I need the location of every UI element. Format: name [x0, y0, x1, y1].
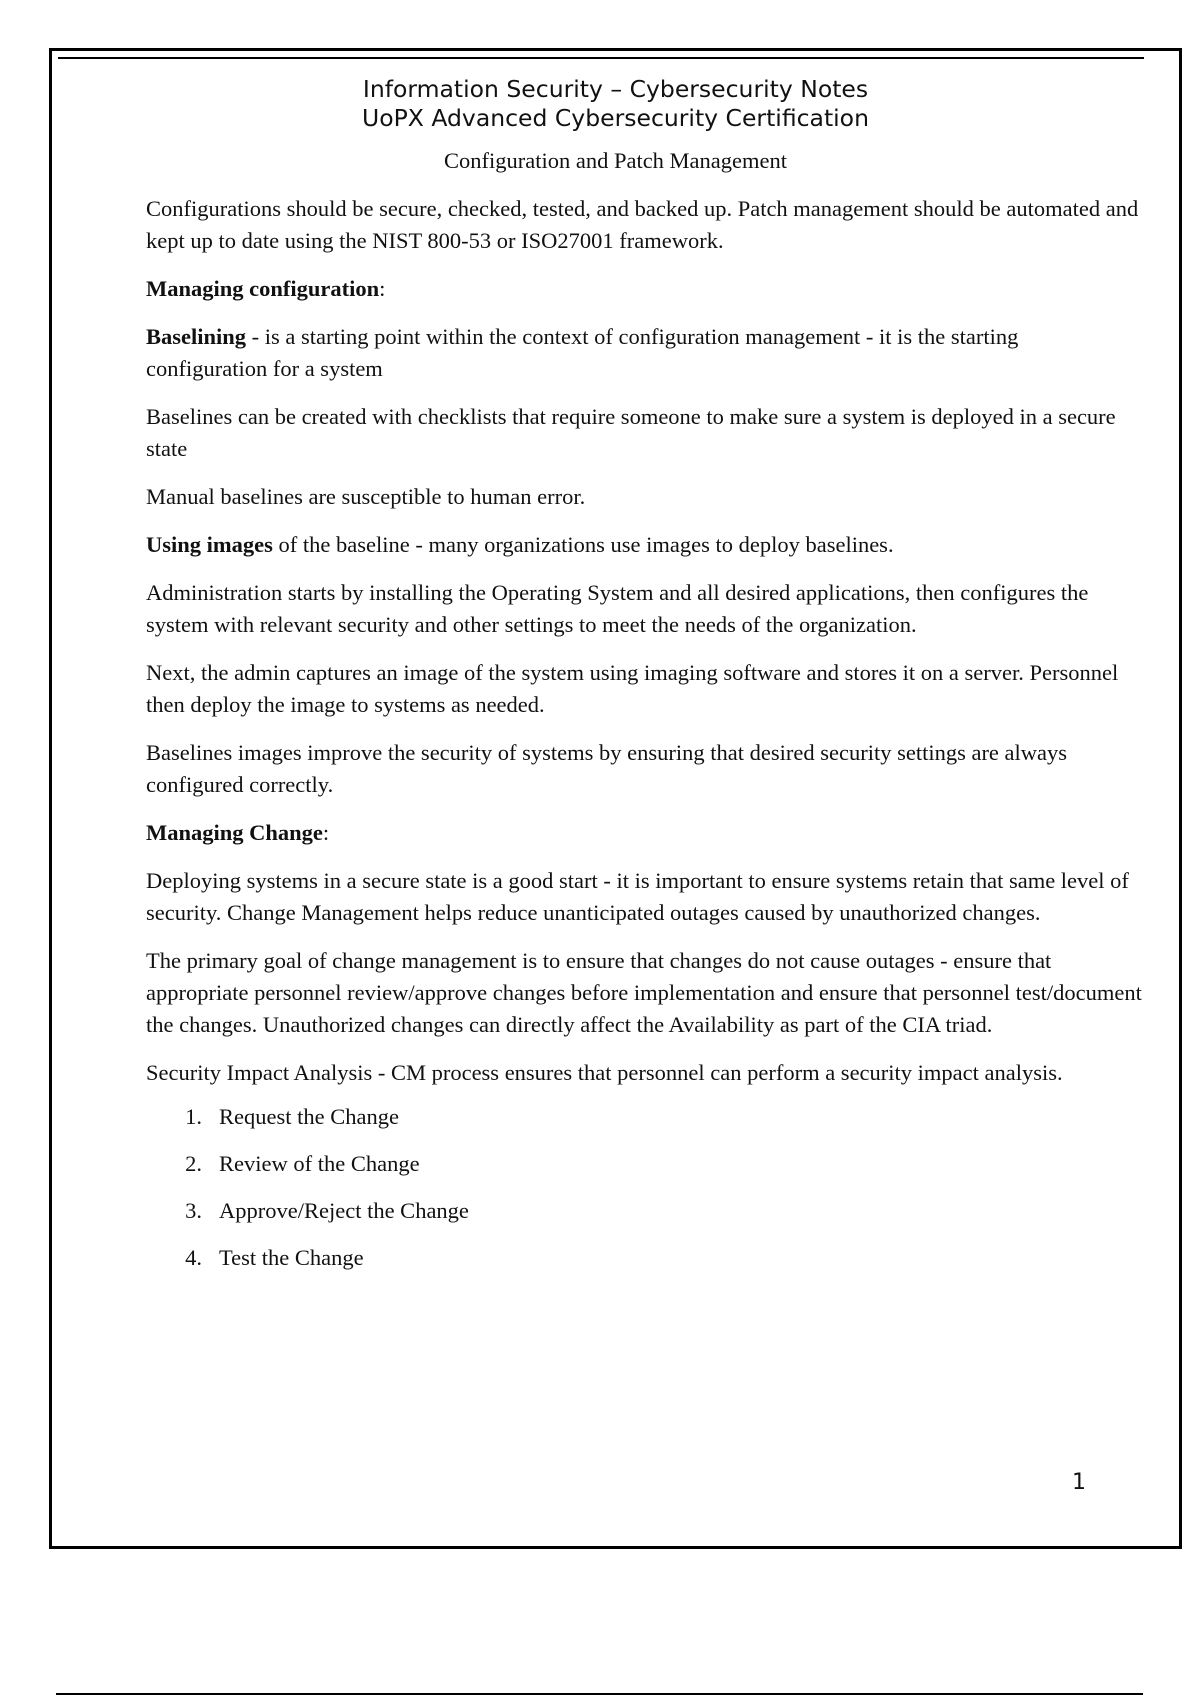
heading-text: Managing configuration [146, 276, 380, 301]
baselining-paragraph [146, 321, 1142, 385]
list-item [146, 1195, 1142, 1242]
baselines-checklists-paragraph: Baselines can be created with checklists that require someone to make sure a system is deployed in a secure state [146, 404, 1116, 461]
security-impact-paragraph: Security Impact Analysis - CM process ensures that personnel can perform a security impact analysis. [146, 1060, 1063, 1085]
list-item [146, 1101, 1142, 1148]
header-rule [58, 57, 1144, 59]
list-item [146, 1148, 1142, 1195]
next-page-rule [56, 1693, 1143, 1695]
header-title: Information Security – Cybersecurity Notes [362, 75, 869, 103]
page-number: 1 [1072, 1470, 1086, 1495]
primary-goal-paragraph: The primary goal of change management is to ensure that changes do not cause outages - ensure that appropriate personnel review/approve changes before implementation and ensure that personnel test/document the changes. Unauthorized changes can directly affect the Availability as part of the CIA triad. [146, 948, 1142, 1037]
heading-colon: : [322, 820, 330, 845]
heading-text: Managing Change [146, 820, 323, 845]
using-images-text: of the baseline - many organizations use images to deploy baselines. [272, 532, 894, 557]
list-item-number: 4. [185, 1245, 202, 1270]
managing-configuration-heading [146, 273, 1142, 305]
baseline-images-paragraph: Baselines images improve the security of systems by ensuring that desired security settings are always configured correctly. [146, 740, 1068, 797]
list-item-text: Request the Change [219, 1104, 399, 1129]
deploying-paragraph: Deploying systems in a secure state is a good start - it is important to ensure systems retain that same level of security. Change Management helps reduce unanticipated outages caused by unauthorized changes. [146, 868, 1129, 925]
list-item-text: Test the Change [219, 1245, 364, 1270]
page-frame [49, 48, 1182, 1549]
document-body [146, 193, 1142, 1289]
baselining-text: - is a starting point within the context of configuration management - it is the starting configuration for a system [146, 324, 1019, 381]
manual-baselines-paragraph: Manual baselines are susceptible to human error. [146, 484, 586, 509]
list-item-number: 2. [185, 1151, 202, 1176]
section-title: Configuration and Patch Management [443, 148, 788, 173]
intro-paragraph: Configurations should be secure, checked, tested, and backed up. Patch management should be automated and kept up to date using the NIST 800-53 or ISO27001 framework. [146, 196, 1139, 253]
managing-change-heading [146, 817, 1142, 849]
using-images-paragraph [146, 529, 1142, 561]
administration-paragraph: Administration starts by installing the Operating System and all desired applications, then configures the system with relevant security and other settings to meet the needs of the organization. [146, 580, 1089, 637]
list-item [146, 1242, 1142, 1289]
list-item-number: 1. [185, 1104, 202, 1129]
document-header [52, 75, 1179, 133]
next-admin-paragraph: Next, the admin captures an image of the system using imaging software and stores it on a server. Personnel then deploy the image to systems as needed. [146, 660, 1119, 717]
list-item-number: 3. [185, 1198, 202, 1223]
using-images-term: Using images [146, 532, 273, 557]
change-steps-list [146, 1101, 1142, 1289]
list-item-text: Approve/Reject the Change [219, 1198, 469, 1223]
baselining-term: Baselining [146, 324, 247, 349]
list-item-text: Review of the Change [219, 1151, 420, 1176]
header-subtitle: UoPX Advanced Cybersecurity Certification [362, 104, 869, 132]
heading-colon: : [379, 276, 386, 301]
